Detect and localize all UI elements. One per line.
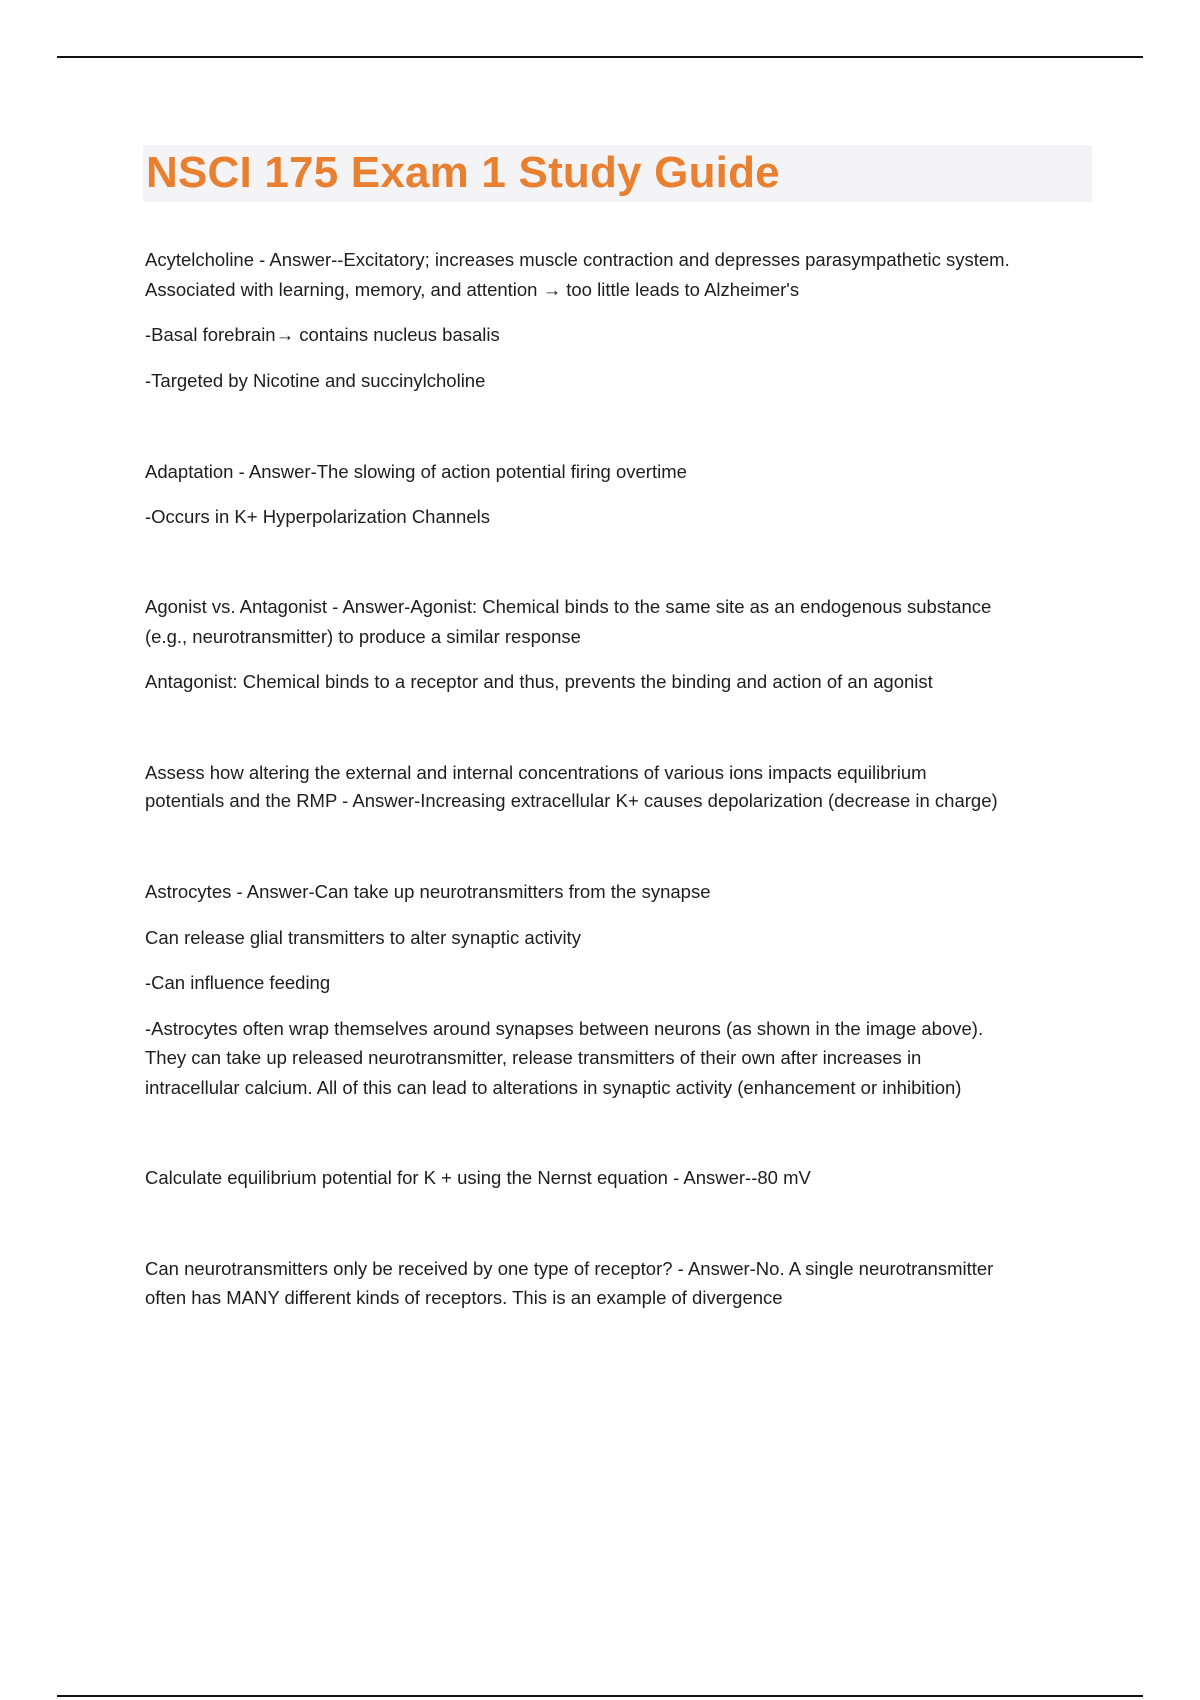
astrocytes-synapses: -Astrocytes often wrap themselves around synapses between neurons (as shown in the image above). <box>145 1018 984 1039</box>
ion-concentration-answer: potentials and the RMP - Answer-Increasing extracellular K+ causes depolarization (decrease in charge) <box>145 790 998 811</box>
agonist-definition: Agonist vs. Antagonist - Answer-Agonist: Chemical binds to the same site as an endogenous substance <box>145 596 992 617</box>
document-title: NSCI 175 Exam 1 Study Guide <box>146 148 780 197</box>
receptor-type-question: Can neurotransmitters only be received by one type of receptor? - Answer-No. A single neurotransmitter <box>145 1258 994 1279</box>
acetylcholine-targets: -Targeted by Nicotine and succinylcholine <box>145 370 486 391</box>
antagonist-definition: Antagonist: Chemical binds to a receptor and thus, prevents the binding and action of an agonist <box>145 671 933 692</box>
top-rule <box>57 56 1143 58</box>
acetylcholine-definition: Acytelcholine - Answer--Excitatory; increases muscle contraction and depresses parasympathetic system. <box>145 249 1010 270</box>
receptor-type-answer: often has MANY different kinds of receptors. This is an example of divergence <box>145 1287 783 1308</box>
astrocytes-synapses-cont-2: intracellular calcium. All of this can lead to alterations in synaptic activity (enhancement or inhibition) <box>145 1077 962 1098</box>
acetylcholine-basal-forebrain: -Basal forebrain→ contains nucleus basalis <box>145 324 500 345</box>
acetylcholine-definition-cont: Associated with learning, memory, and attention → too little leads to Alzheimer's <box>145 279 800 300</box>
astrocytes-synapses-cont: They can take up released neurotransmitter, release transmitters of their own after increases in <box>145 1047 922 1068</box>
astrocytes-feeding: -Can influence feeding <box>145 972 331 993</box>
ion-concentration-question: Assess how altering the external and internal concentrations of various ions impacts equilibrium <box>145 762 927 783</box>
astrocytes-glial-transmitters: Can release glial transmitters to alter synaptic activity <box>145 927 581 948</box>
nernst-equation-answer: Calculate equilibrium potential for K + using the Nernst equation - Answer--80 mV <box>145 1167 811 1188</box>
adaptation-channels: -Occurs in K+ Hyperpolarization Channels <box>145 506 490 527</box>
astrocytes-definition: Astrocytes - Answer-Can take up neurotransmitters from the synapse <box>145 881 711 902</box>
agonist-definition-cont: (e.g., neurotransmitter) to produce a similar response <box>145 626 581 647</box>
adaptation-definition: Adaptation - Answer-The slowing of action potential firing overtime <box>145 461 687 482</box>
bottom-rule <box>57 1695 1143 1697</box>
